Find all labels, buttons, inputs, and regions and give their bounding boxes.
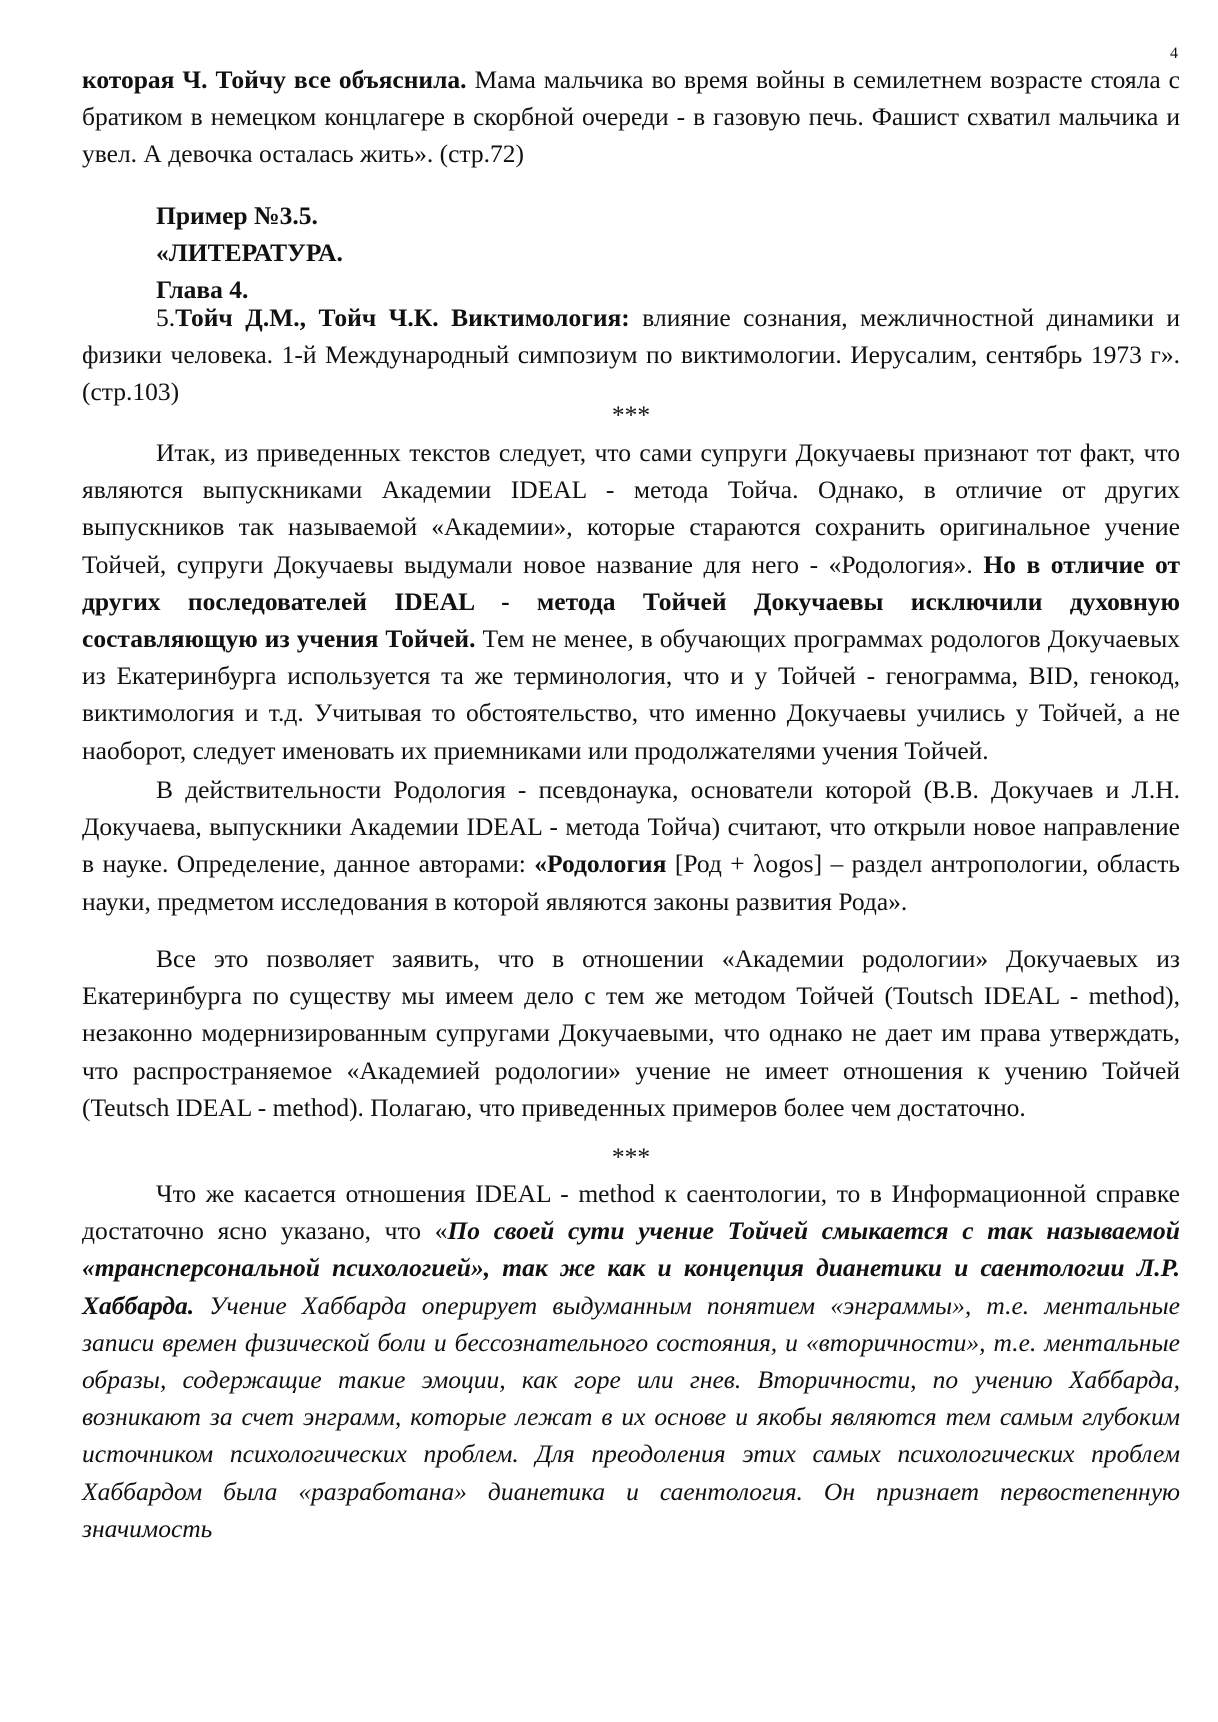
paragraph-continued [82, 61, 1180, 173]
bold-term: «Родология [534, 849, 667, 879]
paragraph-text: Мама мальчика во время войны в семилетнем возрасте стояла с братиком в немецком концлагере в скорбной очереди - в газовую печь. Фашист схватил мальчика и увел. А девочка осталась жить». (стр.72) [82, 65, 1180, 169]
bold-italic-quote: По своей сути учение Тойчей смыкается с так называемой «трансперсональной психологией», так же как и концепция дианетики и саентологии Л.Р. Хаббарда. [82, 1216, 1180, 1320]
paragraph-3: Все это позволяет заявить, что в отношении «Академии родологии» Докучаевых из Екатеринбурга по существу мы имеем дело с тем же методом Тойчей (Toutsch IDEAL - method), незаконно модернизированным супругами Докучаевыми, что однако не дает им права утверждать, что распространяемое «Академией родологии» учение не имеет отношения к учению Тойчей (Teutsch IDEAL - method). Полагаю, что приведенных примеров более чем достаточно. [82, 944, 1180, 1122]
chapter-title: Глава 4. [156, 275, 249, 305]
example-heading [82, 197, 1180, 309]
bold-phrase: которая Ч. Тойчу все объяснила. [82, 65, 467, 94]
literature-title: «ЛИТЕРАТУРА. [156, 238, 343, 268]
literature-reference [82, 299, 1180, 411]
paragraph-4: Что же касается отношения IDEAL - method к саентологии, то в Информационной справке достаточно ясно указано, что «По своей сути учение Тойчей смыкается с так называемой «трансперсональной психологией», так же как и концепция дианетики и саентологии Л.Р. Хаббарда. Учение Хаббарда оперирует выдуманным понятием «энграммы», т.е. ментальные записи времен физической боли и бессознательного состояния, и «вторичности», т.е. ментальные образы, содержащие такие эмоции, как горе или гнев. Вторичности, по учению Хаббарда, возникают за счет энграмм, которые лежат в их основе и якобы являются тем самым глубоким источником психологических проблем. Для преодоления этих самых психологических проблем Хаббардом была «разработана» дианетика и саентология. Он признает первостепенную значимость [82, 1179, 1180, 1543]
italic-quote: Учение Хаббарда оперирует выдуманным понятием «энграммы», т.е. ментальные записи времен физической боли и бессознательного состояния, и «вторичности», т.е. ментальные образы, содержащие такие эмоции, как горе или гнев. Вторичности, по учению Хаббарда, возникают за счет энграмм, которые лежат в их основе и якобы являются тем самым глубоким источником психологических проблем. Для преодоления этих самых психологических проблем Хаббардом была «разработана» дианетика и саентология. Он признает первостепенную значимость [82, 1290, 1180, 1543]
bold-statement: Но в отличие от других последователей IDEAL - метода Тойчей Докучаевы исключили духовную составляющую из учения Тойчей. [82, 549, 1180, 654]
example-title: Пример №3.5. [156, 201, 318, 230]
reference-authors: Тойч Д.М., Тойч Ч.К. Виктимология: [175, 303, 630, 332]
reference-number: 5. [156, 303, 176, 332]
paragraph-2: В действительности Родология - псевдонаука, основатели которой (В.В. Докучаев и Л.Н. Докучаева, выпускники Академии IDEAL - метода Тойча) считают, что открыли новое направление в науке. Определение, данное авторами: «Родология [Род + λogos] – раздел антропологии, область науки, предметом исследования в которой являются законы развития Рода». [82, 775, 1180, 916]
section-separator-1: *** [611, 400, 651, 429]
page-number: 4 [1170, 45, 1178, 62]
paragraph-1: Итак, из приведенных текстов следует, что сами супруги Докучаевы признают тот факт, что являются выпускниками Академии IDEAL - метода Тойча. Однако, в отличие от других выпускников так называемой «Академии», которые стараются сохранить оригинальное учение Тойчей, супруги Докучаевы выдумали новое название для него - «Родология». Но в отличие от других последователей IDEAL - метода Тойчей Докучаевы исключили духовную составляющую из учения Тойчей. Тем не менее, в обучающих программах родологов Докучаевых из Екатеринбурга используется та же терминология, что и у Тойчей - генограмма, BID, генокод, виктимология и т.д. Учитывая то обстоятельство, что именно Докучаевы учились у Тойчей, а не наоборот, следует именовать их приемниками или продолжателями учения Тойчей. [82, 438, 1180, 765]
reference-text: влияние сознания, межличностной динамики и физики человека. 1-й Международный симпозиум по виктимологии. Иерусалим, сентябрь 1973 г». (стр.103) [82, 303, 1180, 407]
section-separator-2: *** [611, 1142, 651, 1171]
